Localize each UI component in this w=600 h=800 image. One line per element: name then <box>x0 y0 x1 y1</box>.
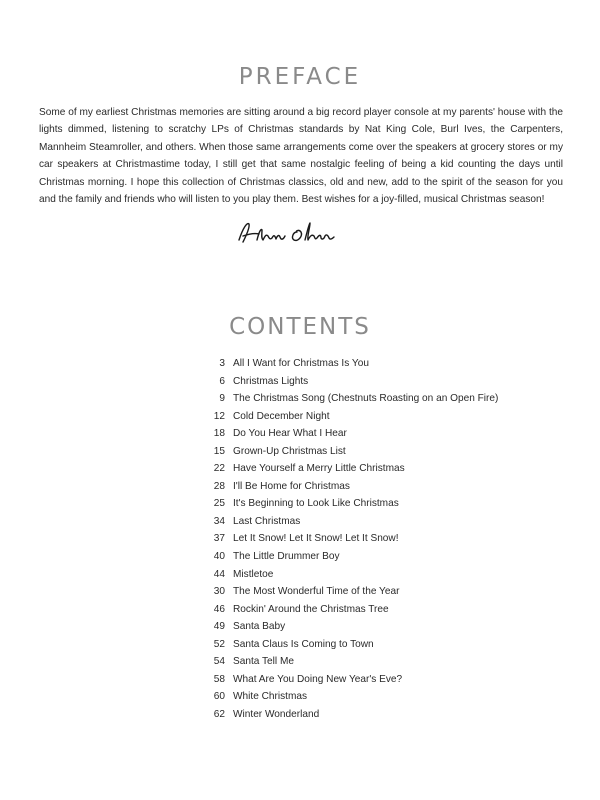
contents-heading: CONTENTS <box>229 314 371 340</box>
toc-song-title: Mistletoe <box>233 568 274 580</box>
toc-page-number: 6 <box>219 375 225 387</box>
table-of-contents <box>200 355 498 723</box>
toc-page-number: 44 <box>213 568 225 580</box>
toc-song-title: Winter Wonderland <box>233 708 320 720</box>
toc-page-number: 52 <box>213 638 225 650</box>
toc-entry <box>200 653 498 671</box>
toc-song-title: Santa Tell Me <box>233 656 294 668</box>
toc-page-number: 12 <box>213 410 225 422</box>
toc-page-number: 34 <box>213 515 225 527</box>
toc-song-title: White Christmas <box>233 691 308 703</box>
toc-page-number: 30 <box>213 586 225 598</box>
toc-entry <box>200 636 498 654</box>
toc-entry <box>200 671 498 689</box>
toc-page-number: 54 <box>213 656 225 668</box>
preface-body: Some of my earliest Christmas memories are sitting around a big record player console at my parents' house with the lights dimmed, listening to scratchy LPs of Christmas standards by Nat King Cole, Burl Ives, the Carpenters, Mannheim Steamroller, and others. When those same arrangements come over the speakers at grocery stores or my car speakers at Christmastime today, I still get that same nostalgic feeling of being a kid counting the days until Christmas morning. I hope this collection of Christmas classics, old and new, add to the spirit of the season for you and the family and friends who will listen to you play them. Best wishes for a joy-filled, musical Christmas season! <box>39 107 563 206</box>
toc-song-title: I'll Be Home for Christmas <box>233 480 350 492</box>
toc-song-title: Christmas Lights <box>233 375 309 387</box>
toc-entry <box>200 583 498 601</box>
toc-entry <box>200 548 498 566</box>
toc-song-title: Do You Hear What I Hear <box>233 428 347 440</box>
toc-page-number: 62 <box>213 708 225 720</box>
toc-song-title: Cold December Night <box>233 410 330 422</box>
toc-entry <box>200 566 498 584</box>
toc-entry <box>200 390 498 408</box>
toc-song-title: Santa Claus Is Coming to Town <box>233 638 374 650</box>
toc-page-number: 60 <box>213 691 225 703</box>
toc-entry <box>200 601 498 619</box>
toc-entry <box>200 425 498 443</box>
signature-stroke <box>239 224 285 242</box>
toc-entry <box>200 513 498 531</box>
toc-page-number: 18 <box>213 428 225 440</box>
toc-entry <box>200 355 498 373</box>
toc-page-number: 28 <box>213 480 225 492</box>
toc-song-title: Last Christmas <box>233 515 301 527</box>
toc-entry <box>200 706 498 724</box>
toc-song-title: The Christmas Song (Chestnuts Roasting on an Open Fire) <box>233 393 499 405</box>
toc-entry <box>200 443 498 461</box>
toc-song-title: The Little Drummer Boy <box>233 551 340 563</box>
toc-page-number: 40 <box>213 551 225 563</box>
toc-song-title: Santa Baby <box>233 621 286 633</box>
toc-page-number: 3 <box>219 358 225 369</box>
preface-heading: PREFACE <box>238 64 362 90</box>
toc-entry <box>200 495 498 513</box>
toc-page-number: 37 <box>213 533 225 545</box>
toc-entry <box>200 618 498 636</box>
toc-song-title: What Are You Doing New Year's Eve? <box>233 673 403 685</box>
toc-page-number: 58 <box>213 673 225 685</box>
toc-song-title: Let It Snow! Let It Snow! Let It Snow! <box>233 533 399 545</box>
toc-song-title: All I Want for Christmas Is You <box>233 358 369 369</box>
toc-entry <box>200 478 498 496</box>
toc-song-title: Have Yourself a Merry Little Christmas <box>233 463 405 475</box>
toc-song-title: The Most Wonderful Time of the Year <box>233 586 400 598</box>
toc-entry <box>200 460 498 478</box>
toc-entry <box>200 688 498 706</box>
toc-entry <box>200 373 498 391</box>
toc-song-title: Rockin' Around the Christmas Tree <box>233 603 389 615</box>
signature-stroke-2 <box>293 223 334 240</box>
toc-page-number: 22 <box>213 463 225 475</box>
toc-entry <box>200 530 498 548</box>
toc-page-number: 9 <box>219 393 225 405</box>
toc-song-title: It's Beginning to Look Like Christmas <box>233 498 399 510</box>
toc-entry <box>200 408 498 426</box>
toc-page-number: 15 <box>213 445 225 457</box>
toc-page-number: 46 <box>213 603 225 615</box>
toc-page-number: 49 <box>213 621 225 633</box>
toc-song-title: Grown-Up Christmas List <box>233 445 346 457</box>
signature <box>235 218 355 246</box>
toc-page-number: 25 <box>213 498 225 510</box>
